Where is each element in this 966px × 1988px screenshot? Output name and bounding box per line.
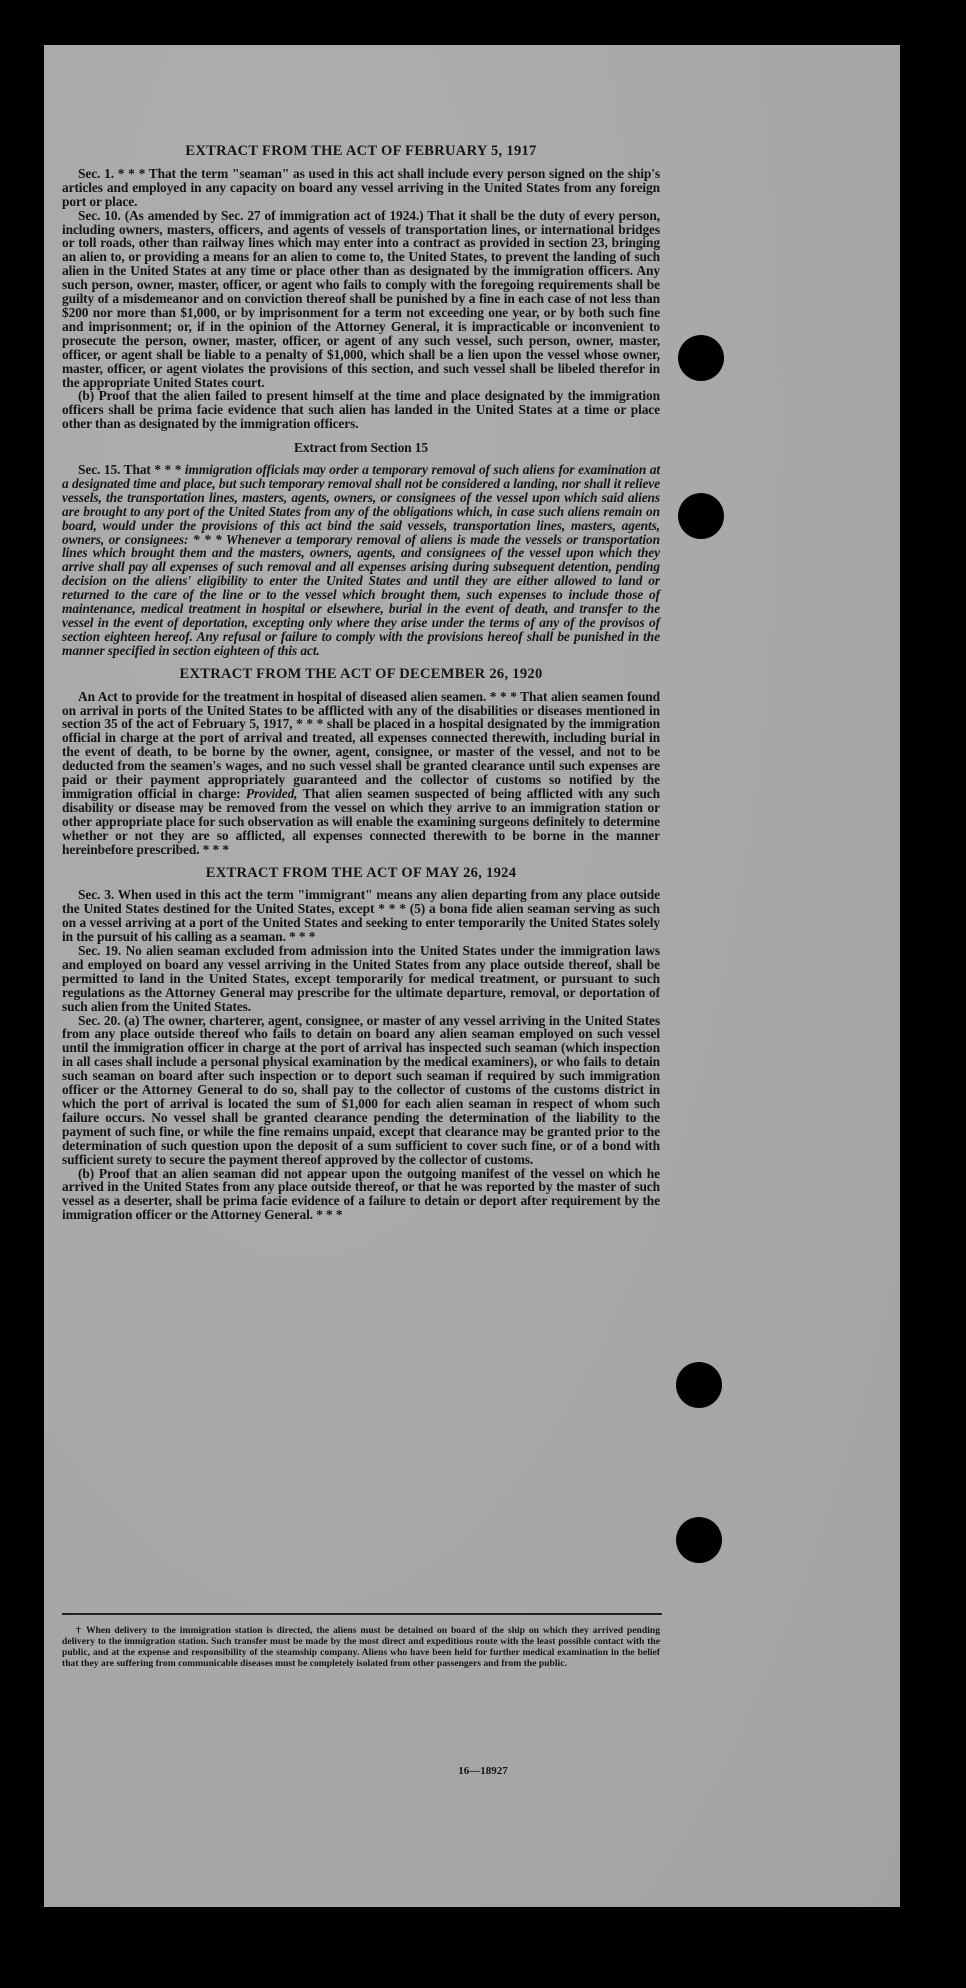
punch-hole-4 bbox=[676, 1517, 722, 1563]
act-1920-text-end: That alien seamen suspected of being afflicted with any such disability or disease may be removed from the vessel on which they arrive to an immigration station or other appropriate place for such observation as will enable the examining surgeons definitely to determine whether or not they are so afflicted, all expenses connected therewith to be borne in the manner hereinbefore prescribed. * * * bbox=[62, 785, 660, 857]
heading-act-1924: EXTRACT FROM THE ACT OF MAY 26, 1924 bbox=[205, 864, 517, 881]
footnote-text: † When delivery to the immigration station is directed, the aliens must be detained on board of the ship on which they arrived pending delivery to the immigration station. Such transfer must be made by the most direct and expeditious route with the least possible contact with the public, and at the expense and responsibility of the steamship company. Aliens who have been held for further medical examination in the belief that they are suffering from communicable diseases must be completely isolated from other passengers and from the public. bbox=[62, 1625, 660, 1669]
paragraph-sec-10-b: (b) Proof that the alien failed to present himself at the time and place designated by the immigration officers shall be prima facie evidence that such alien has landed in the United States at a time or place other than as designated by the immigration officers. bbox=[62, 388, 660, 432]
form-code: 16—18927 bbox=[458, 1765, 508, 1777]
paragraph-sec-20-a: Sec. 20. (a) The owner, charterer, agent, consignee, or master of any vessel arriving in the United States from any place outside thereof who fails to detain on board any alien seaman employed on such vessel until the immigration officer in charge at the port of arrival has inspected such seaman (which inspection in all cases shall include a personal physical examination by the medical examiners), or who fails to detain such seaman on board after such inspection or to deport such seaman if required by such immigration officer or the Attorney General to do so, shall pay to the collector of customs of the customs district in which the port of arrival is located the sum of $1,000 for each alien seaman in respect of whom such failure occurs. No vessel shall be granted clearance pending the determination of the liability to the payment of such fine, or while the fine remains unpaid, except that clearance may be granted prior to the determination of such question upon the deposit of a sum sufficient to cover such fine, or of a bond with sufficient surety to secure the payment thereof approved by the collector of customs. bbox=[62, 1012, 660, 1167]
paragraph-sec-3: Sec. 3. When used in this act the term "immigrant" means any alien departing from any place outside the United States destined for the United States, except * * * (5) a bona fide alien seaman serving as such on a vessel arriving at a port of the United States and seeking to enter temporarily the United States solely in the pursuit of his calling as a seaman. * * * bbox=[62, 887, 660, 945]
punch-hole-2 bbox=[678, 493, 724, 539]
heading-act-1917: EXTRACT FROM THE ACT OF FEBRUARY 5, 1917 bbox=[185, 143, 537, 159]
footnote-divider bbox=[62, 1613, 662, 1615]
act-1920-text: An Act to provide for the treatment in hospital of diseased alien seamen. * * * That alien seamen found on arrival in ports of the United States to be afflicted with any of the disabilities or diseases mentioned in section 35 of the act of February 5, 1917, * * * shall be placed in a hospital designated by the immigration official in charge at the port of arrival and treated, all expenses connected therewith, including burial in the event of death, to be borne by the owner, agent, consignee, or master of the vessel, and not to be deducted from the seamen's wages, and no such vessel shall be granted clearance until such expenses are paid or their payment appropriately guaranteed and the collector of customs so notified by the immigration official in charge: bbox=[62, 688, 660, 801]
act-1920-proviso: Provided, bbox=[245, 785, 298, 801]
paragraph-sec-15 bbox=[62, 463, 660, 658]
footnote bbox=[62, 1625, 660, 1669]
punch-hole-1 bbox=[678, 335, 724, 381]
paragraph-sec-1: Sec. 1. * * * That the term "seaman" as used in this act shall include every person signed on the ship's articles and employed in any capacity on board any vessel arriving in the United States from any foreign port or place. bbox=[62, 165, 660, 209]
document-body bbox=[62, 145, 660, 1222]
heading-section-15: Extract from Section 15 bbox=[294, 440, 428, 456]
heading-act-1920: EXTRACT FROM THE ACT OF DECEMBER 26, 1920 bbox=[179, 665, 543, 682]
paragraph-sec-20-b: (b) Proof that an alien seaman did not appear upon the outgoing manifest of the vessel on which he arrived in the United States from any place outside thereof, or that he was reported by the master of such vessel as a deserter, shall be prima facie evidence of a failure to detain or deport after requirement by the immigration officer or the Attorney General. * * * bbox=[62, 1165, 660, 1223]
sec-15-italic: immigration officials may order a temporary removal of such aliens for examination at a designated time and place, but such temporary removal shall not be considered a landing, nor shall it relieve vessels, the transportation lines, masters, agents, owners, or consignees of the vessel upon which said aliens are brought to any port of the United States from any of the obligations which, in case such aliens remain on board, would under the provisions of this act bind the said vessels, transportation lines, masters, agents, owners, or consignees: * * * Whenever a temporary removal of aliens is made the vessels or transportation lines which brought them and the masters, owners, agents, and consignees of the vessel upon which they arrive shall pay all expenses of such removal and all expenses arising during subsequent detention, pending decision on the aliens' eligibility to enter the United States and until they are either allowed to land or returned to the care of the line or to the vessel which brought them, such expenses to include those of maintenance, medical treatment in hospital or elsewhere, burial in the event of death, and transfer to the vessel in the event of deportation, excepting only where they arise under the terms of any of the provisos of section eighteen hereof. Any refusal or failure to comply with the provisions hereof shall be punished in the manner specified in section eighteen of this act. bbox=[62, 462, 660, 658]
paragraph-sec-10: Sec. 10. (As amended by Sec. 27 of immigration act of 1924.) That it shall be the duty of every person, including owners, masters, officers, and agents of vessels of transportation lines, or international bridges or toll roads, other than railway lines which may enter into a contract as provided in section 23, bringing an alien to, or providing a means for an alien to come to, the United States, to prevent the landing of such alien in the United States at any time or place other than as designated by the immigration officers. Any such person, owner, master, officer, or agent who fails to comply with the foregoing requirements shall be guilty of a misdemeanor and on conviction thereof shall be punished by a fine in each case of not less than $200 nor more than $1,000, or by imprisonment for a term not exceeding one year, or by both such fine and imprisonment; or, if in the opinion of the Attorney General, it is impracticable or inconvenient to prosecute the person, owner, master, officer, or agent of any such vessel, such person, owner, master, officer, or agent shall be liable to a penalty of $1,000, which shall be a lien upon the vessel whose owner, master, officer, or agent violates the provisions of this section, and such vessel shall be libeled therefor in the appropriate United States court. bbox=[62, 207, 660, 390]
punch-hole-3 bbox=[676, 1362, 722, 1408]
sec-15-lead: Sec. 15. That * * * bbox=[78, 462, 185, 478]
paragraph-sec-19: Sec. 19. No alien seaman excluded from admission into the United States under the immigration laws and employed on board any vessel arriving in the United States from any place outside thereof, shall be permitted to land in the United States, except temporarily for medical treatment, or pursuant to such regulations as the Attorney General may prescribe for the ultimate departure, removal, or deportation of such alien from the United States. bbox=[62, 943, 660, 1014]
paragraph-act-1920 bbox=[62, 690, 660, 857]
